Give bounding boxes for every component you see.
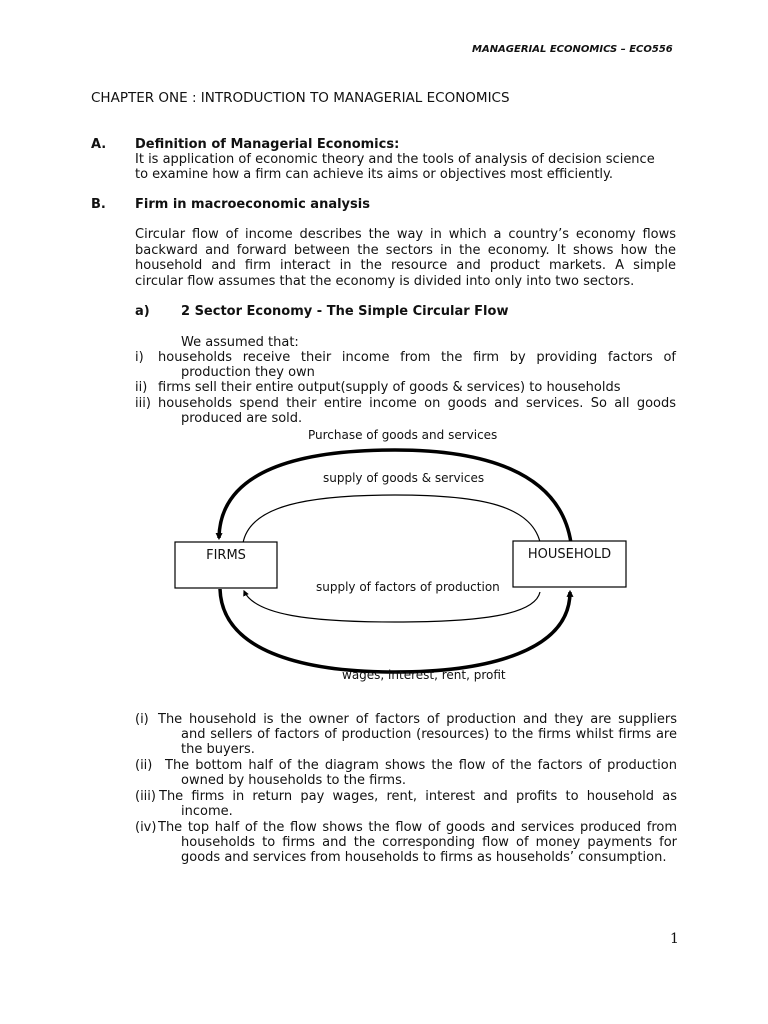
- note-num-4: (iv): [135, 820, 157, 835]
- note-2-line-1: The bottom half of the diagram shows the flow of the factors of production: [165, 758, 677, 773]
- chapter-title: CHAPTER ONE : INTRODUCTION TO MANAGERIAL ECONOMICS: [91, 90, 510, 106]
- inner-top-flow-arrow: [243, 495, 541, 547]
- section-a-letter: A.: [91, 137, 107, 152]
- note-1-line-1: The household is the owner of factors of production and they are suppliers: [158, 712, 677, 727]
- inner-top-label: supply of goods & services: [323, 471, 485, 485]
- section-b-letter: B.: [91, 197, 106, 212]
- note-num-1: (i): [135, 712, 149, 727]
- section-b-para-line-2: backward and forward between the sectors in the economy. It shows how the: [135, 243, 676, 258]
- note-3-line-1: The firms in return pay wages, rent, interest and profits to household as: [159, 789, 677, 804]
- assumptions-intro: We assumed that:: [181, 335, 299, 350]
- note-4-line-3: goods and services from households to firms as households’ consumption.: [181, 850, 667, 865]
- running-header: MANAGERIAL ECONOMICS – ECO556: [472, 44, 673, 55]
- section-b-para-line-3: household and firm interact in the resource and product markets. A simple: [135, 258, 676, 273]
- subsection-heading: 2 Sector Economy - The Simple Circular Flow: [181, 304, 509, 319]
- section-a-heading: Definition of Managerial Economics:: [135, 137, 400, 152]
- subsection-label: a): [135, 304, 150, 319]
- assumption-num-2: ii): [135, 380, 148, 395]
- assumption-1-line-2: production they own: [181, 365, 315, 380]
- section-b-para-line-4: circular flow assumes that the economy is divided into only into two sectors.: [135, 274, 635, 289]
- note-num-3: (iii): [135, 789, 156, 804]
- section-a-line-2: to examine how a firm can achieve its aims or objectives most efficiently.: [135, 167, 614, 182]
- section-a-line-1: It is application of economic theory and the tools of analysis of decision science: [135, 152, 655, 167]
- note-3-line-2: income.: [181, 804, 233, 819]
- inner-bottom-flow-arrow: [244, 591, 540, 622]
- note-4-line-2: households to firms and the corresponding flow of money payments for: [181, 835, 677, 850]
- note-1-line-3: the buyers.: [181, 742, 255, 757]
- section-b-para-line-1: Circular flow of income describes the way in which a country’s economy flows: [135, 227, 676, 242]
- assumption-num-1: i): [135, 350, 144, 365]
- top-flow-label: Purchase of goods and services: [308, 428, 498, 442]
- assumption-3-line-1: households spend their entire income on goods and services. So all goods: [158, 396, 676, 411]
- note-4-line-1: The top half of the flow shows the flow of goods and services produced from: [158, 820, 677, 835]
- bottom-flow-label: wages, interest, rent, profit: [342, 668, 506, 682]
- note-num-2: (ii): [135, 758, 153, 773]
- assumption-1-line-1: households receive their income from the firm by providing factors of: [158, 350, 676, 365]
- inner-bottom-label: supply of factors of production: [316, 580, 500, 594]
- firms-label: FIRMS: [206, 548, 246, 563]
- page-number: 1: [670, 931, 679, 947]
- outer-bottom-flow-arrow: [220, 589, 570, 672]
- section-b-heading: Firm in macroeconomic analysis: [135, 197, 370, 212]
- household-label: HOUSEHOLD: [527, 547, 612, 562]
- assumption-num-3: iii): [135, 396, 151, 411]
- note-2-line-2: owned by households to the firms.: [181, 773, 406, 788]
- outer-top-flow-arrow: [219, 450, 571, 543]
- assumption-2-line-1: firms sell their entire output(supply of goods & services) to households: [158, 380, 621, 395]
- assumption-3-line-2: produced are sold.: [181, 411, 303, 426]
- note-1-line-2: and sellers of factors of production (resources) to the firms whilst firms are: [181, 727, 677, 742]
